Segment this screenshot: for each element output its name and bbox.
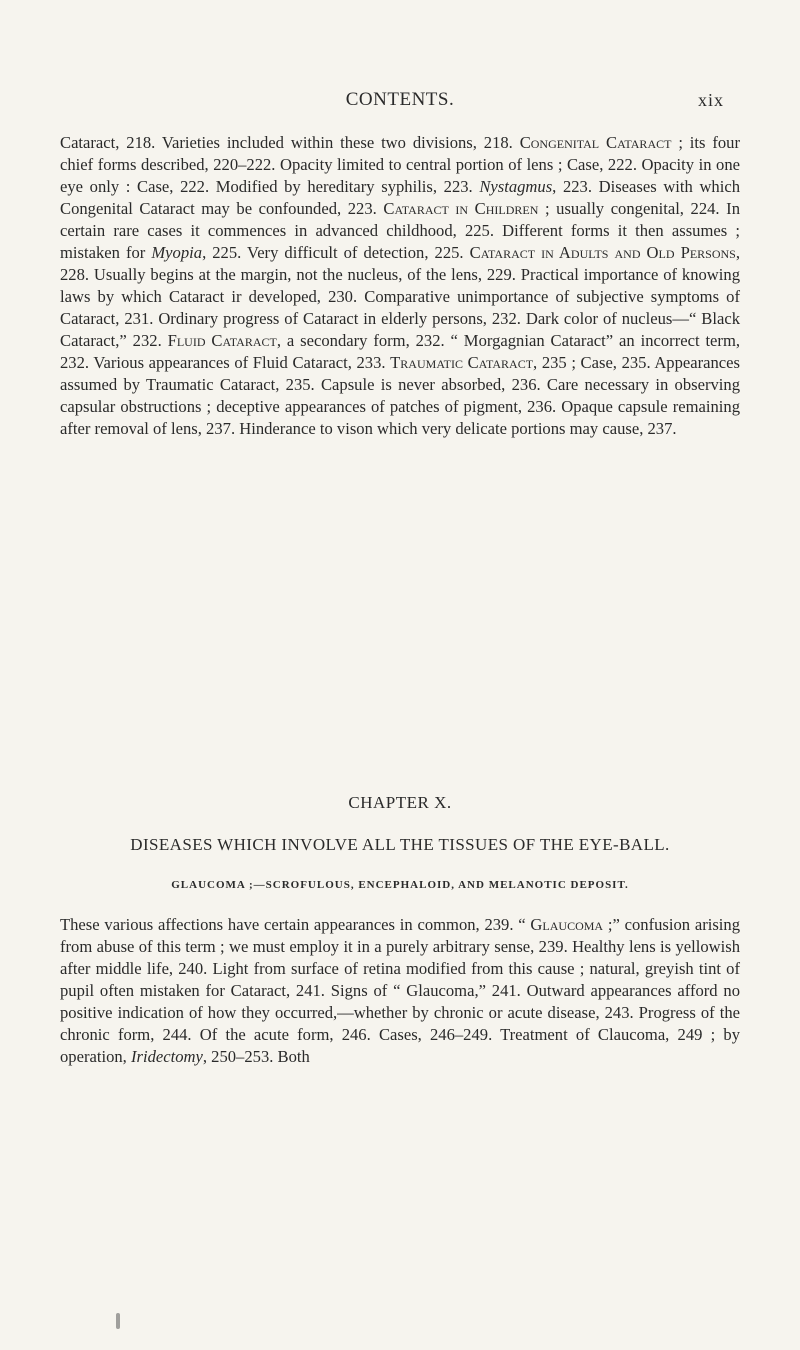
paragraph-text bbox=[60, 914, 740, 1068]
section-heading-run: Congenital Cataract bbox=[519, 133, 672, 152]
text-run: , 228. Usually begins at the margin, not the nucleus, of the lens, 229. Practical importance of knowing laws by which Cataract ir developed, 230. Comparative unimportance of subjective symptoms of Cataract, 231. Ordinary progress of Cataract in elderly persons, 232. Dark color of nucleus—“ Black Cataract,” 232. bbox=[60, 243, 740, 350]
text-run: , 223. Diseases with which Congenital Cataract may be confounded, 223. bbox=[60, 177, 740, 218]
text-run: , 235 ; Case, 235. Appearances assumed by Traumatic Cataract, 235. Capsule is never absorbed, 236. Care necessary in observing capsular obstructions ; deceptive appearances of patches of pigment, 236. Opaque capsule remaining after removal of lens, 237. Hinderance to vison which very delicate portions may cause, 237. bbox=[60, 353, 740, 438]
running-title: CONTENTS. bbox=[345, 89, 455, 110]
text-run: , a secondary form, 232. “ Morgagnian Cataract” an incorrect term, 232. Various appearances of Fluid Cataract, 233. bbox=[60, 331, 741, 372]
chapter-title: DISEASES WHICH INVOLVE ALL THE TISSUES OF THE EYE-BALL. bbox=[130, 835, 670, 854]
chapter-number: CHAPTER X. bbox=[348, 793, 452, 812]
text-run: These various affections have certain appearances in common, 239. “ bbox=[60, 915, 531, 934]
section-heading-run: Cataract in Children bbox=[383, 199, 539, 218]
ink-mark bbox=[116, 1313, 120, 1329]
section-heading-run: Cataract in Adults and Old Persons bbox=[469, 243, 736, 262]
italic-term-run: Iridectomy bbox=[130, 1047, 203, 1066]
text-run: ; its four chief forms described, 220–222. Opacity limited to central portion of lens ; Case, 222. Opacity in one eye only : Case, 222. Modified by hereditary syphilis, 223. bbox=[60, 133, 740, 196]
paragraph-text bbox=[60, 132, 740, 440]
contents-paragraph-glaucoma bbox=[60, 914, 740, 1068]
text-run: , 225. Very difficult of detection, 225. bbox=[202, 243, 470, 262]
text-run: ;” confusion arising from abuse of this term ; we must employ it in a purely arbitrary sense, 239. Healthy lens is yellowish after middle life, 240. Light from surface of retina modified from this cause ; natural, greyish tint of pupil often mistaken for Cataract, 241. Signs of “ Glaucoma,” 241. Outward appearances afford no positive indication of how they occurred,—whether by chronic or acute disease, 243. Progress of the chronic form, 244. Of the acute form, 246. Cases, 246–249. Treatment of Claucoma, 249 ; by operation, bbox=[60, 915, 740, 1066]
section-heading-run: Glaucoma bbox=[530, 915, 604, 934]
italic-term-run: Nystagmus bbox=[479, 177, 553, 196]
running-head bbox=[60, 89, 740, 113]
contents-paragraph-cataract bbox=[60, 132, 740, 440]
chapter-subtitle: GLAUCOMA ;—SCROFULOUS, ENCEPHALOID, AND MELANOTIC DEPOSIT. bbox=[171, 879, 629, 891]
section-heading-run: Traumatic Cataract bbox=[390, 353, 534, 372]
italic-term-run: Myopia bbox=[151, 243, 203, 262]
text-run: , 250–253. Both bbox=[202, 1047, 310, 1066]
page-number: xix bbox=[697, 90, 724, 110]
text-run: ; usually congenital, 224. In certain rare cases it commences in advanced childhood, 225. Different forms it then assumes ; mistaken for bbox=[60, 199, 740, 262]
section-heading-run: Fluid Cataract bbox=[167, 331, 277, 350]
text-run: Cataract, 218. Varieties included within these two divisions, 218. bbox=[60, 133, 520, 152]
